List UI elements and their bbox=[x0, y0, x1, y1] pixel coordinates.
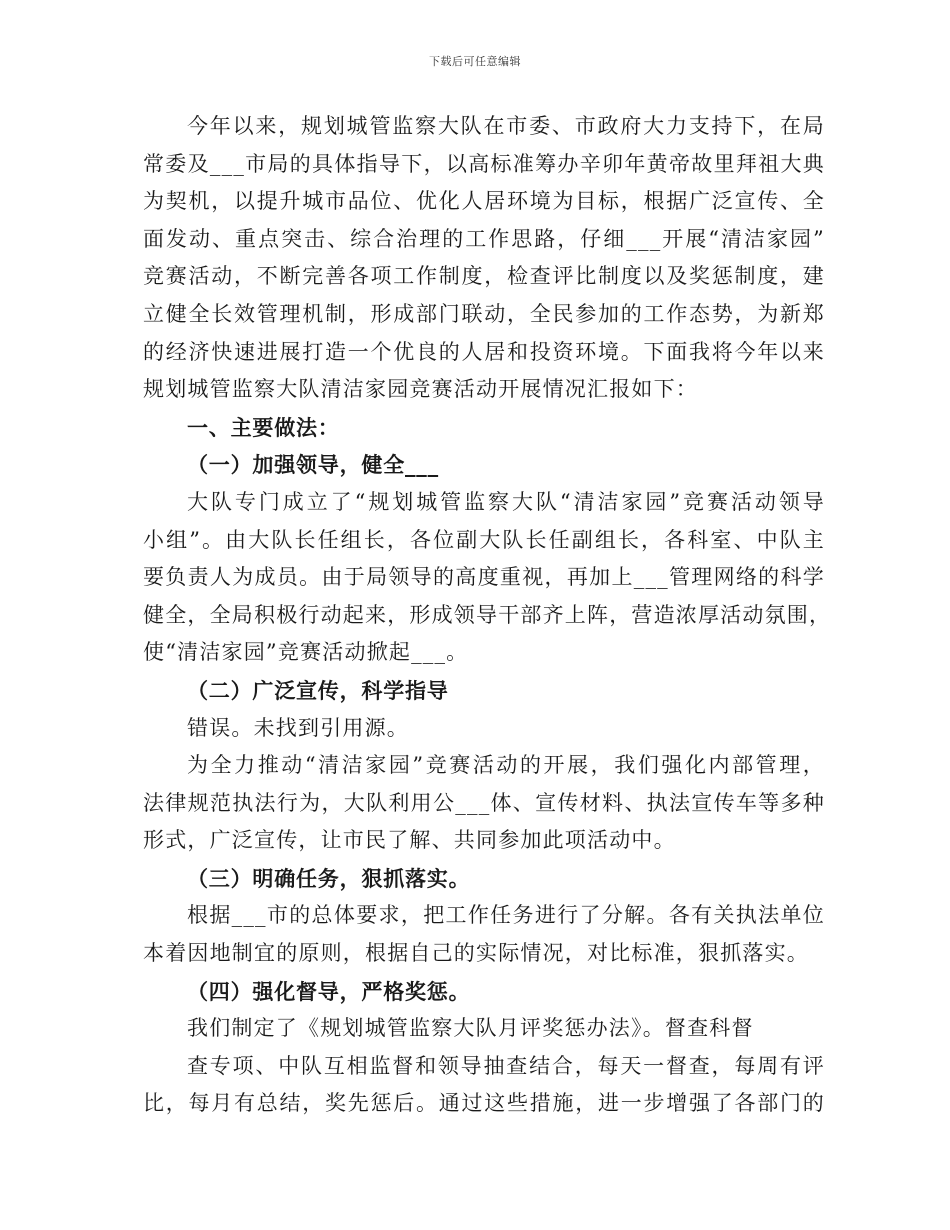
section-heading: （一）加强领导，健全___ bbox=[187, 452, 439, 478]
section-heading: 一、主要做法： bbox=[187, 414, 340, 440]
section-heading: （二）广泛宣传，科学指导 bbox=[187, 677, 449, 703]
paragraph-line: 为全力推动“清洁家园”竞赛活动的开展，我们强化内部管理， bbox=[187, 753, 825, 778]
paragraph-line: 为契机，以提升城市品位、优化人居环境为目标，根据广泛宣传、全 bbox=[143, 189, 825, 214]
paragraph-line: 面发动、重点突击、综合治理的工作思路，仔细___开展“清洁家园” bbox=[143, 226, 825, 251]
paragraph-line: 要负责人为成员。由于局领导的高度重视，再加上___管理网络的科学 bbox=[143, 565, 825, 590]
paragraph-line: 法律规范执法行为，大队利用公___体、宣传材料、执法宣传车等多种 bbox=[143, 790, 825, 815]
paragraph-line: 今年以来，规划城管监察大队在市委、市政府大力支持下，在局 bbox=[187, 114, 825, 138]
paragraph-line: 立健全长效管理机制，形成部门联动，全民参加的工作态势，为新郑 bbox=[143, 301, 825, 326]
paragraph-line: 健全，全局积极行动起来，形成领导干部齐上阵，营造浓厚活动氛围， bbox=[143, 602, 832, 627]
section-heading: （三）明确任务，狠抓落实。 bbox=[187, 865, 471, 891]
paragraph-line: 形式，广泛宣传，让市民了解、共同参加此项活动中。 bbox=[143, 828, 676, 853]
paragraph-line: 常委及___市局的具体指导下，以高标准筹办辛卯年黄帝故里拜祖大典 bbox=[143, 151, 825, 176]
page-header: 下载后可任意编辑 bbox=[429, 55, 521, 68]
paragraph-line: 规划城管监察大队清洁家园竞赛活动开展情况汇报如下： bbox=[143, 377, 698, 402]
paragraph-line: 查专项、中队互相监督和领导抽查结合，每天一督查，每周有评 bbox=[187, 1053, 825, 1078]
paragraph-line: 小组”。由大队长任组长，各位副大队长任副组长，各科室、中队主 bbox=[143, 527, 825, 552]
paragraph-line: 竞赛活动，不断完善各项工作制度，检查评比制度以及奖惩制度，建 bbox=[143, 264, 825, 289]
document-body bbox=[143, 108, 832, 1123]
paragraph-line: 大队专门成立了“规划城管监察大队“清洁家园”竞赛活动领导 bbox=[187, 489, 825, 514]
paragraph-line: 我们制定了《规划城管监察大队月评奖惩办法》。督查科督 bbox=[187, 1016, 754, 1041]
paragraph-line: 比，每月有总结，奖先惩后。通过这些措施，进一步增强了各部门的 bbox=[143, 1091, 825, 1116]
paragraph-line: 错误。未找到引用源。 bbox=[187, 715, 409, 740]
paragraph-line: 本着因地制宜的原则，根据自己的实际情况，对比标准，狠抓落实。 bbox=[143, 941, 809, 966]
paragraph-line: 根据___市的总体要求，把工作任务进行了分解。各有关执法单位 bbox=[187, 903, 825, 928]
paragraph-line: 使“清洁家园”竞赛活动掀起___。 bbox=[143, 640, 469, 665]
paragraph-line: 的经济快速进展打造一个优良的人居和投资环境。下面我将今年以来 bbox=[143, 339, 825, 364]
section-heading: （四）强化督导，严格奖惩。 bbox=[187, 978, 471, 1004]
